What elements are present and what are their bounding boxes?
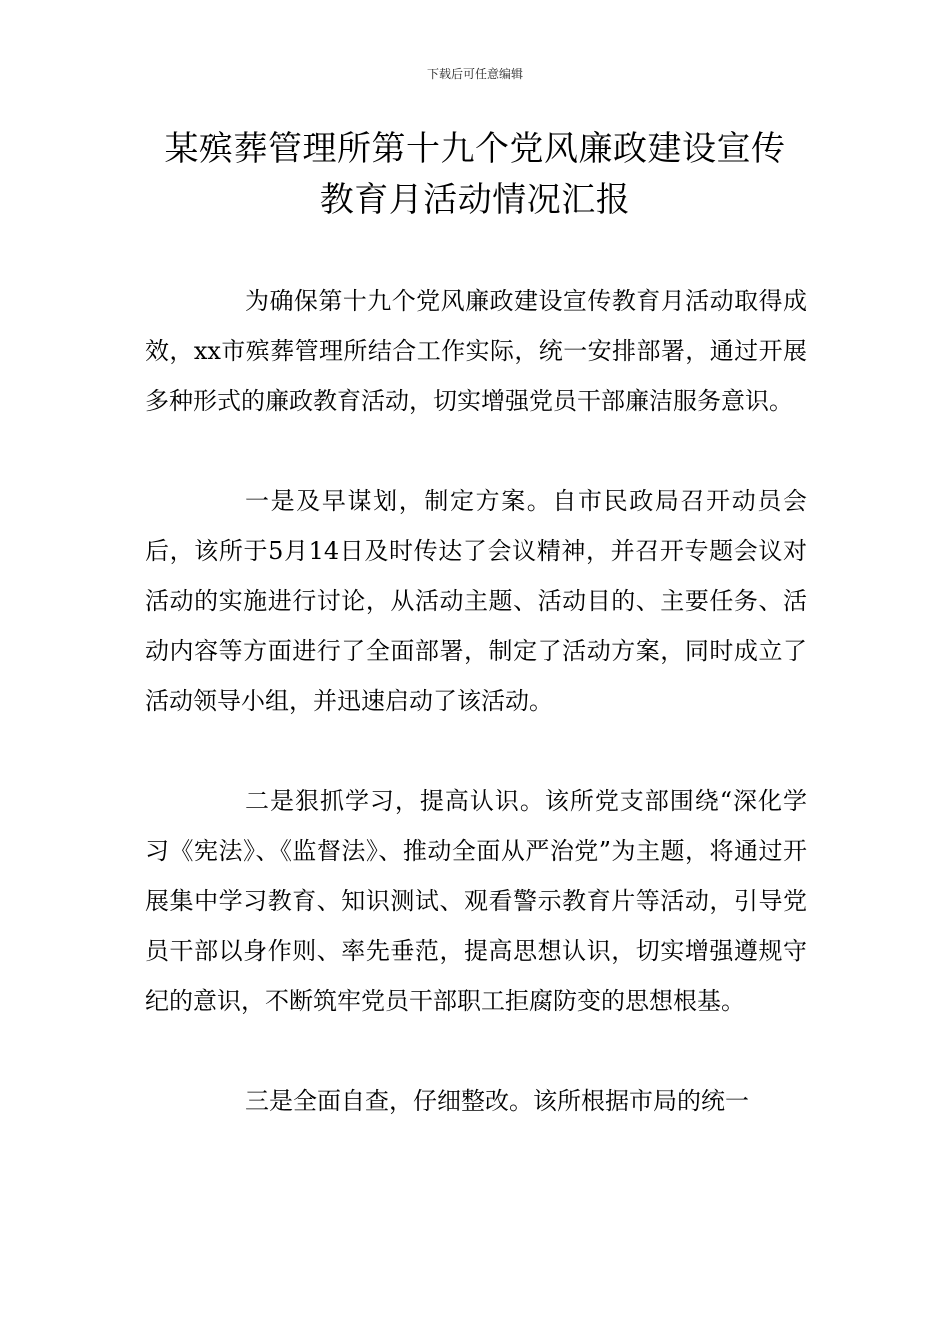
paragraph-self-check: 三是全面自查，仔细整改。该所根据市局的统一 [245, 1087, 749, 1115]
paragraph-planning: 一是及早谋划，制定方案。自市民政局召开动员会后，该所于5月14日及时传达了会议精神，并召开专题会议对活动的实施进行讨论，从活动主题、活动目的、主要任务、活动内容等方面进行了全面部署，制定了活动方案，同时成立了活动领导小组，并迅速启动了该活动。 [145, 487, 807, 715]
paragraph-intro: 为确保第十九个党风廉政建设宣传教育月活动取得成效，xx市殡葬管理所结合工作实际，统一安排部署，通过开展多种形式的廉政教育活动，切实增强党员干部廉洁服务意识。 [145, 287, 807, 415]
document-body [145, 276, 807, 1126]
document-title [145, 124, 805, 226]
title-line-1: 某殡葬管理所第十九个党风廉政建设宣传 [164, 129, 786, 169]
paragraph-study: 二是狠抓学习，提高认识。该所党支部围绕“深化学习《宪法》、《监督法》、推动全面从严治党”为主题，将通过开展集中学习教育、知识测试、观看警示教育片等活动，引导党员干部以身作则、率先垂范，提高思想认识，切实增强遵规守纪的意识，不断筑牢党员干部职工拒腐防变的思想根基。 [145, 787, 807, 1015]
title-line-2: 教育月活动情况汇报 [319, 180, 631, 220]
header-note: 下载后可任意编辑 [426, 67, 523, 81]
